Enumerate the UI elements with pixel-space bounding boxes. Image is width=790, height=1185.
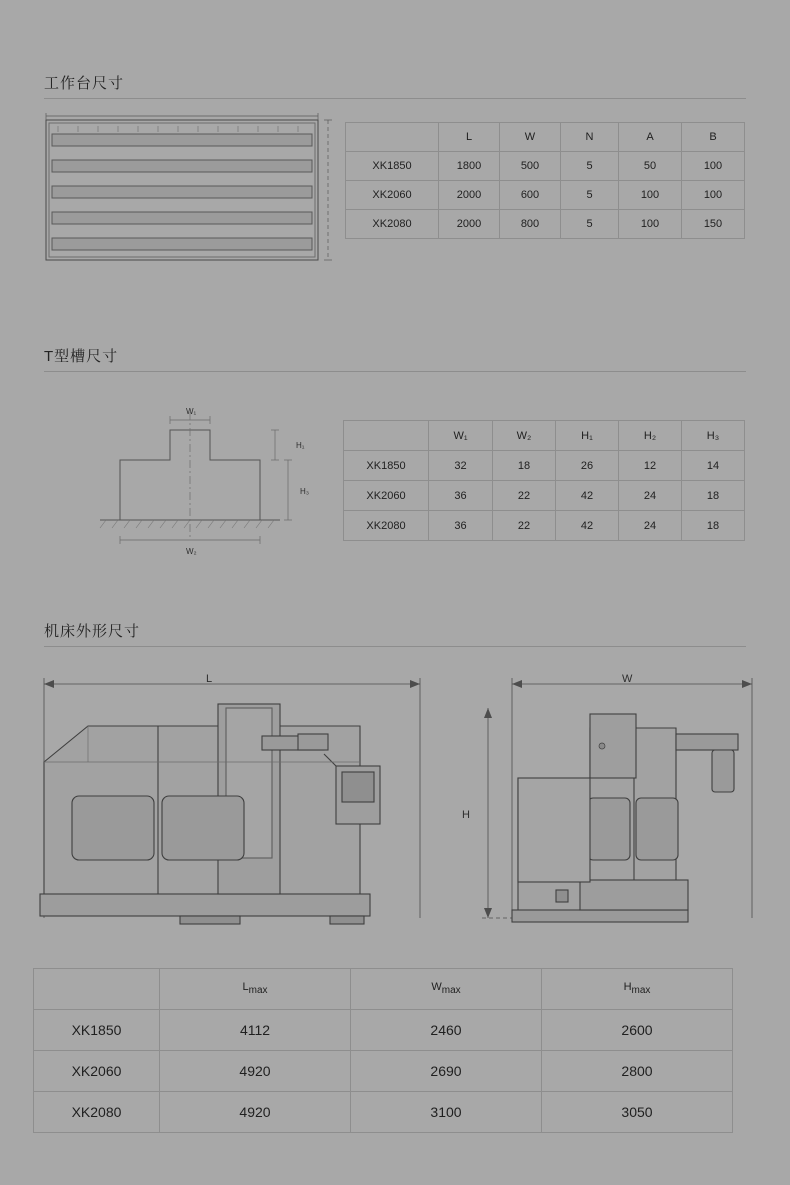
overall-dimension-table	[33, 968, 733, 1133]
section-heading-overall	[44, 620, 746, 647]
cell-h3: 18	[682, 511, 745, 541]
table-header-row	[34, 969, 733, 1010]
cell-N: 5	[561, 152, 619, 181]
cell-A: 100	[619, 181, 682, 210]
cell-w1: 36	[429, 481, 493, 511]
cell-model: XK1850	[346, 152, 439, 181]
cell-w1: 32	[429, 451, 493, 481]
col-header-B: B	[682, 123, 745, 152]
col-header-wmax: $W_{max}$	[351, 969, 542, 1010]
cell-W: 600	[500, 181, 561, 210]
section-title-tslot: T型槽尺寸	[44, 348, 119, 365]
cell-lmax: 4112	[160, 1010, 351, 1051]
col-header-model	[344, 421, 429, 451]
table-row	[344, 511, 745, 541]
cell-h2: 24	[619, 511, 682, 541]
cell-wmax: 3100	[351, 1092, 542, 1133]
col-header-h3: H₃	[682, 421, 745, 451]
table-header-row	[346, 123, 745, 152]
tslot-label-h3: H₃	[300, 487, 310, 496]
cell-h1: 42	[556, 481, 619, 511]
table-row	[344, 451, 745, 481]
machine-side-view-drawing	[460, 668, 760, 953]
section-divider	[44, 98, 746, 99]
cell-B: 100	[682, 181, 745, 210]
col-header-A: A	[619, 123, 682, 152]
cell-w2: 18	[493, 451, 556, 481]
cell-B: 100	[682, 152, 745, 181]
col-header-N: N	[561, 123, 619, 152]
tslot-label-h1: H₁	[296, 441, 305, 450]
cell-h1: 26	[556, 451, 619, 481]
cell-lmax: 4920	[160, 1051, 351, 1092]
section-heading-worktable	[44, 72, 746, 99]
col-header-w2: W₂	[493, 421, 556, 451]
section-divider	[44, 646, 746, 647]
cell-model: XK1850	[344, 451, 429, 481]
cell-w2: 22	[493, 481, 556, 511]
cell-L: 1800	[439, 152, 500, 181]
cell-h2: 12	[619, 451, 682, 481]
tslot-label-w1: W₁	[186, 407, 197, 416]
cell-model: XK2080	[34, 1092, 160, 1133]
cell-lmax: 4920	[160, 1092, 351, 1133]
side-view-width-label: W	[622, 673, 633, 685]
side-view-height-label: H	[462, 809, 470, 821]
cell-L: 2000	[439, 210, 500, 239]
table-row	[34, 1092, 733, 1133]
section-heading-tslot	[44, 345, 746, 372]
col-header-model	[34, 969, 160, 1010]
col-header-w1: W₁	[429, 421, 493, 451]
cell-hmax: 2800	[542, 1051, 733, 1092]
table-row	[346, 181, 745, 210]
cell-wmax: 2690	[351, 1051, 542, 1092]
table-row	[346, 152, 745, 181]
table-row	[34, 1051, 733, 1092]
cell-N: 5	[561, 181, 619, 210]
cell-W: 800	[500, 210, 561, 239]
tslot-label-w2: W₂	[186, 547, 197, 556]
front-view-length-label: L	[206, 673, 213, 685]
tslot-drawing	[60, 400, 320, 560]
cell-W: 500	[500, 152, 561, 181]
section-divider	[44, 371, 746, 372]
section-title-worktable: 工作台尺寸	[44, 75, 125, 92]
cell-model: XK2080	[344, 511, 429, 541]
cell-L: 2000	[439, 181, 500, 210]
cell-w1: 36	[429, 511, 493, 541]
cell-model: XK1850	[34, 1010, 160, 1051]
machine-front-view-drawing	[30, 668, 430, 953]
table-row	[344, 481, 745, 511]
cell-h1: 42	[556, 511, 619, 541]
cell-model: XK2080	[346, 210, 439, 239]
cell-A: 50	[619, 152, 682, 181]
table-row	[34, 1010, 733, 1051]
section-title-overall: 机床外形尺寸	[44, 623, 141, 640]
cell-h2: 24	[619, 481, 682, 511]
col-header-L: L	[439, 123, 500, 152]
worktable-drawing	[38, 112, 338, 277]
cell-model: XK2060	[34, 1051, 160, 1092]
cell-B: 150	[682, 210, 745, 239]
col-header-h1: H₁	[556, 421, 619, 451]
cell-hmax: 2600	[542, 1010, 733, 1051]
cell-model: XK2060	[344, 481, 429, 511]
worktable-dimension-table	[345, 122, 745, 239]
cell-h3: 14	[682, 451, 745, 481]
cell-h3: 18	[682, 481, 745, 511]
col-header-hmax: $H_{max}$	[542, 969, 733, 1010]
table-header-row	[344, 421, 745, 451]
col-header-h2: H₂	[619, 421, 682, 451]
table-row	[346, 210, 745, 239]
cell-hmax: 3050	[542, 1092, 733, 1133]
cell-A: 100	[619, 210, 682, 239]
cell-w2: 22	[493, 511, 556, 541]
cell-model: XK2060	[346, 181, 439, 210]
col-header-W: W	[500, 123, 561, 152]
tslot-dimension-table	[343, 420, 745, 541]
col-header-lmax: $L_{max}$	[160, 969, 351, 1010]
cell-N: 5	[561, 210, 619, 239]
cell-wmax: 2460	[351, 1010, 542, 1051]
col-header-model	[346, 123, 439, 152]
